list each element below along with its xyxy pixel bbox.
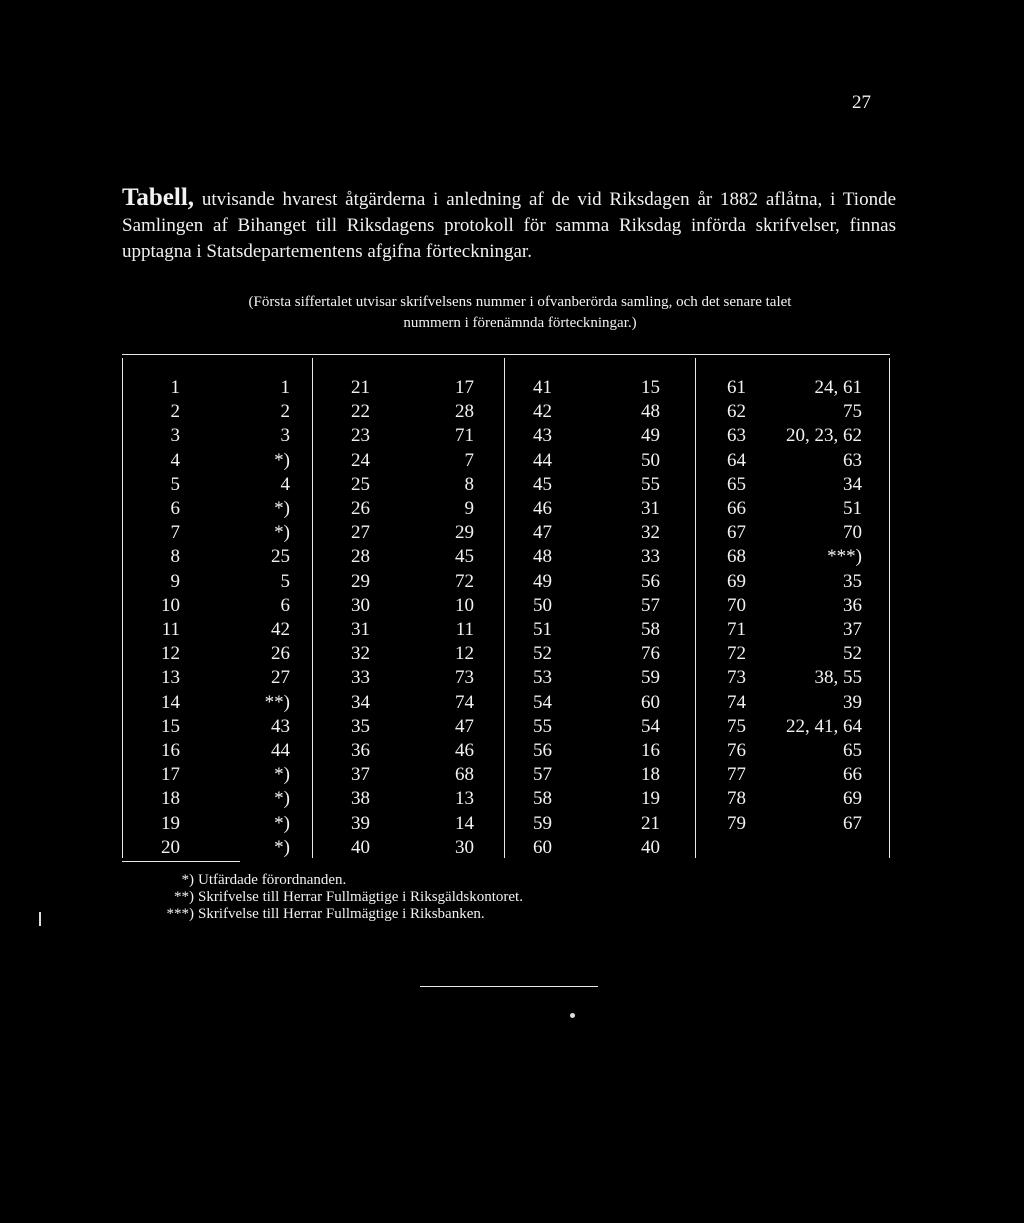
table-cell: 31 xyxy=(351,619,370,640)
table-cell: 50 xyxy=(533,594,552,616)
table-cell: 28 xyxy=(351,546,370,568)
table-cell: 63 xyxy=(727,425,746,447)
footnote-mark: *) xyxy=(181,872,194,888)
table-cell: 13 xyxy=(455,788,474,810)
table-cell: 19 xyxy=(161,812,180,834)
table-cell: 3 xyxy=(170,425,180,447)
table-cell: 70 xyxy=(727,594,746,616)
table-cell: 50 xyxy=(641,449,660,471)
table-cell: 33 xyxy=(641,546,660,568)
table-cell: 65 xyxy=(843,740,862,761)
table-cell: 20 xyxy=(161,836,180,858)
table-cell: 66 xyxy=(727,498,746,519)
footnote-text: Skrifvelse till Herrar Fullmägtige i Riksgäldskontoret. xyxy=(198,889,523,905)
table-cell: 40 xyxy=(641,836,660,858)
table-cell: 20, 23, 62 xyxy=(786,425,862,447)
table-cell: 13 xyxy=(161,667,180,689)
table-cell: 48 xyxy=(533,546,552,568)
table-cell: 61 xyxy=(727,377,746,398)
table-cell: 41 xyxy=(533,377,552,398)
column-divider xyxy=(312,358,313,858)
table-cell: 17 xyxy=(455,377,474,398)
table-cell: 21 xyxy=(641,812,660,834)
table-cell: 18 xyxy=(641,764,660,786)
table-cell: 42 xyxy=(533,401,552,423)
title-lead: Tabell, xyxy=(122,184,195,211)
footnotes xyxy=(150,872,523,923)
table-cell: 74 xyxy=(455,691,474,713)
table-cell: 9 xyxy=(170,570,180,592)
table-cell: 3 xyxy=(280,425,290,447)
table-cell: 1 xyxy=(280,377,290,398)
table-cell: 22 xyxy=(351,401,370,423)
table-cell: 69 xyxy=(727,570,746,592)
table-cell: 27 xyxy=(271,667,290,689)
table-cell: 49 xyxy=(641,425,660,447)
table-cell: 65 xyxy=(727,473,746,495)
table-cell: 46 xyxy=(533,498,552,519)
table-cell: 29 xyxy=(351,570,370,592)
column-divider xyxy=(122,358,123,858)
table-cell: 45 xyxy=(455,546,474,568)
table-cell: 34 xyxy=(351,691,370,713)
table-cell: 10 xyxy=(455,594,474,616)
title-text: utvisande hvarest åtgärderna i anledning af de vid Riksdagen år 1882 aflåtna, i Tionde Samlingen af Bihanget till Riksdagens protokoll för samma Riksdag införda skrifvelser, finnas upptagna i Statsdepartementens afgifna förteckningar. xyxy=(122,189,896,262)
table-cell: 10 xyxy=(161,594,180,616)
table-cell: 43 xyxy=(533,425,552,447)
table-cell: 73 xyxy=(727,667,746,689)
table-cell: 4 xyxy=(170,449,180,471)
footnote-text: Utfärdade förordnanden. xyxy=(198,872,347,888)
table-cell: 59 xyxy=(533,812,552,834)
table-cell: 5 xyxy=(170,473,180,495)
page-number: 27 xyxy=(852,92,871,113)
table-cell: *) xyxy=(274,788,290,810)
table-cell: 32 xyxy=(351,643,370,665)
table-cell: 76 xyxy=(727,740,746,761)
table-cell: 30 xyxy=(455,836,474,858)
table-cell: 73 xyxy=(455,667,474,689)
table-cell: 69 xyxy=(843,788,862,810)
table-cell: 76 xyxy=(641,643,660,665)
table-cell: 11 xyxy=(455,619,474,640)
table-title xyxy=(122,185,896,265)
table-cell: *) xyxy=(274,522,290,544)
table-cell: 47 xyxy=(533,522,552,544)
table-cell: 17 xyxy=(161,764,180,786)
table-cell: 6 xyxy=(170,498,180,519)
table-cell: 55 xyxy=(641,473,660,495)
table-cell: 77 xyxy=(727,764,746,786)
table-cell: 67 xyxy=(843,812,862,834)
footnote-text: Skrifvelse till Herrar Fullmägtige i Riksbanken. xyxy=(198,906,485,922)
table-cell: 16 xyxy=(161,740,180,761)
table-cell: 72 xyxy=(455,570,474,592)
explanatory-note xyxy=(150,292,890,334)
table-cell: 25 xyxy=(271,546,290,568)
table-cell: 51 xyxy=(533,619,552,640)
table-cell: 14 xyxy=(455,812,474,834)
table-cell: 7 xyxy=(170,522,180,544)
table-cell: 68 xyxy=(727,546,746,568)
table-cell: 71 xyxy=(727,619,746,640)
table-cell: *) xyxy=(274,764,290,786)
table-cell: 58 xyxy=(533,788,552,810)
table-cell: 71 xyxy=(455,425,474,447)
table-cell: 57 xyxy=(533,764,552,786)
table-cell: 75 xyxy=(727,715,746,737)
table-cell: 16 xyxy=(641,740,660,761)
table-cell: *) xyxy=(274,498,290,519)
table-cell: 52 xyxy=(533,643,552,665)
table-cell: 54 xyxy=(533,691,552,713)
table-cell: 46 xyxy=(455,740,474,761)
table-cell: 49 xyxy=(533,570,552,592)
table-cell: 57 xyxy=(641,594,660,616)
bottom-rule xyxy=(420,986,598,987)
table-cell: *) xyxy=(274,812,290,834)
table-cell: 4 xyxy=(280,473,290,495)
table-cell: 47 xyxy=(455,715,474,737)
table-cell: 28 xyxy=(455,401,474,423)
footnote-mark: **) xyxy=(174,889,194,905)
table-cell: 70 xyxy=(843,522,862,544)
footnote xyxy=(150,906,523,923)
table-cell: 12 xyxy=(161,643,180,665)
table-cell: 40 xyxy=(351,836,370,858)
table-cell: 78 xyxy=(727,788,746,810)
note-line-2: nummern i förenämnda förteckningar.) xyxy=(403,315,637,331)
table-cell: 38 xyxy=(351,788,370,810)
table-cell: 52 xyxy=(843,643,862,665)
table-top-rule xyxy=(122,354,890,355)
table-bottom-rule xyxy=(122,861,240,862)
table-cell: 62 xyxy=(727,401,746,423)
table-cell: 32 xyxy=(641,522,660,544)
table-cell: 15 xyxy=(161,715,180,737)
table-cell: 63 xyxy=(843,449,862,471)
table-cell: 75 xyxy=(843,401,862,423)
table-cell: 55 xyxy=(533,715,552,737)
table-cell: 22, 41, 64 xyxy=(786,715,862,737)
scan-dot xyxy=(570,1013,575,1018)
table-cell: 67 xyxy=(727,522,746,544)
table-cell: ***) xyxy=(827,546,862,568)
table-cell: 38, 55 xyxy=(814,667,862,689)
table-cell: 29 xyxy=(455,522,474,544)
table-cell: 33 xyxy=(351,667,370,689)
table-cell: 26 xyxy=(271,643,290,665)
table-cell: 25 xyxy=(351,473,370,495)
table-cell: 43 xyxy=(271,715,290,737)
table-cell: 21 xyxy=(351,377,370,398)
table-cell: 58 xyxy=(641,619,660,640)
footnote xyxy=(150,872,523,889)
table-cell: 9 xyxy=(464,498,474,519)
table-cell: 37 xyxy=(351,764,370,786)
table-cell: 5 xyxy=(280,570,290,592)
table-cell: 59 xyxy=(641,667,660,689)
table-cell: 53 xyxy=(533,667,552,689)
footnote-mark: ***) xyxy=(166,906,194,922)
table-cell: 2 xyxy=(170,401,180,423)
table-cell: 34 xyxy=(843,473,862,495)
table-cell: 42 xyxy=(271,619,290,640)
table-cell: 39 xyxy=(351,812,370,834)
table-cell: 48 xyxy=(641,401,660,423)
table-cell: 23 xyxy=(351,425,370,447)
column-divider xyxy=(889,358,890,858)
table-cell: 30 xyxy=(351,594,370,616)
table-cell: 35 xyxy=(351,715,370,737)
table-cell: 37 xyxy=(843,619,862,640)
table-cell: 39 xyxy=(843,691,862,713)
table-cell: 14 xyxy=(161,691,180,713)
table-cell: 7 xyxy=(464,449,474,471)
table-cell: 11 xyxy=(161,619,180,640)
footnote xyxy=(150,889,523,906)
table-cell: 60 xyxy=(533,836,552,858)
table-cell: **) xyxy=(264,691,290,713)
column-divider xyxy=(695,358,696,858)
table-cell: 8 xyxy=(464,473,474,495)
table-cell: 36 xyxy=(351,740,370,761)
table-cell: 56 xyxy=(641,570,660,592)
table-cell: 2 xyxy=(280,401,290,423)
table-cell: 51 xyxy=(843,498,862,519)
scan-mark-left xyxy=(39,912,41,926)
table-cell: 64 xyxy=(727,449,746,471)
table-cell: 1 xyxy=(170,377,180,398)
column-divider xyxy=(504,358,505,858)
table-cell: 74 xyxy=(727,691,746,713)
table-cell: 31 xyxy=(641,498,660,519)
table-cell: 24 xyxy=(351,449,370,471)
table-cell: 12 xyxy=(455,643,474,665)
table-cell: 44 xyxy=(271,740,290,761)
table-cell: 68 xyxy=(455,764,474,786)
table-cell: 44 xyxy=(533,449,552,471)
table-cell: 79 xyxy=(727,812,746,834)
table-cell: 45 xyxy=(533,473,552,495)
table-cell: 66 xyxy=(843,764,862,786)
table-cell: 15 xyxy=(641,377,660,398)
table-cell: 35 xyxy=(843,570,862,592)
table-cell: *) xyxy=(274,449,290,471)
table-cell: 36 xyxy=(843,594,862,616)
table-cell: 18 xyxy=(161,788,180,810)
table-cell: 8 xyxy=(170,546,180,568)
table-cell: 27 xyxy=(351,522,370,544)
table-cell: 19 xyxy=(641,788,660,810)
table-cell: 6 xyxy=(280,594,290,616)
table-cell: 60 xyxy=(641,691,660,713)
table-cell: 26 xyxy=(351,498,370,519)
note-line-1: (Första siffertalet utvisar skrifvelsens nummer i ofvanberörda samling, och det senare talet xyxy=(248,294,792,310)
table-cell: 54 xyxy=(641,715,660,737)
table-cell: *) xyxy=(274,836,290,858)
table-cell: 72 xyxy=(727,643,746,665)
table-cell: 24, 61 xyxy=(814,377,862,398)
table-cell: 56 xyxy=(533,740,552,761)
